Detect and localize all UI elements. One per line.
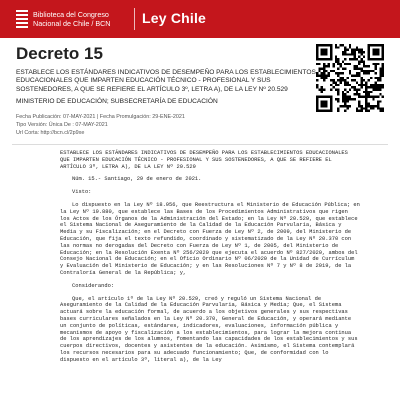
site-header: [0, 0, 400, 38]
version-type: Tipo Versión: Única De : 07-MAY-2021: [16, 122, 108, 128]
decree-description: ESTABLECE LOS ESTÁNDARES INDICATIVOS DE DESEMPEÑO PARA LOS ESTABLECIMIENTOS EDUCACIONALES QUE IMPARTEN EDUCACIÓN TÉCNICO - PROFESIONAL Y SUS SOSTENEDORES, A QUE SE REFIERE EL ARTÍCULO 3º, LETRA A), DE LA LEY Nº 20.529: [16, 69, 316, 93]
short-url[interactable]: Url Corta: http://bcn.cl/2p9xe: [16, 130, 85, 136]
visto-label: Visto:: [72, 189, 92, 196]
divider: [12, 144, 388, 145]
decree-header: [16, 44, 316, 105]
page-title: Decreto 15: [16, 44, 103, 63]
publication-dates: Fecha Publicación: 07-MAY-2021 | Fecha Promulgación: 29-ENE-2021: [16, 114, 185, 120]
ministry-name: MINISTERIO DE EDUCACIÓN; SUBSECRETARÍA DE EDUCACIÓN: [16, 98, 218, 106]
qr-code-icon: [316, 44, 384, 112]
decree-body: [60, 150, 364, 370]
considerando-paragraph: Que, el artículo 1º de la Ley Nº 20.529, creó y reguló un Sistema Nacional de Aseguramiento de la Calidad de la Educación Parvularia, Básica y Media; Que, el Sistema actuará sobre la educación formal, de acuerdo a los objetivos generales y sus respectivas bases curriculares señalados en la Ley Nº 20.370, General de Educación, y operará mediante un conjunto de políticas, estándares, indicadores, evaluaciones, información pública y mecanismos de apoyo y fiscalización a los establecimientos, para lograr la mejora continua de los aprendizajes de los alumnos, fomentando las capacidades de los establecimientos y sus cuerpos directivos, docentes y asistentes de la educación. Asimismo, el Sistema contemplará los recursos necesarios para su adecuado funcionamiento; Que, de conformidad con lo dispuesto en el artículo 3º, literal a), de la Ley: [60, 295, 361, 363]
decree-number-date: Núm. 15.- Santiago, 29 de enero de 2021.: [72, 176, 202, 183]
ley-chile-brand[interactable]: Ley Chile: [142, 10, 207, 26]
visto-paragraph: Lo dispuesto en la Ley Nº 18.956, que Reestructura el Ministerio de Educación Pública; en la Ley Nº 19.880, que establece las Bases de los Procedimientos Administrativos que rigen los Actos de los Órganos de la Administración del Estado; en la Ley Nº 20.529, que establece el Sistema Nacional de Aseguramiento de la Calidad de la Educación Parvularia, Básica y Media y su Fiscalización; en el Decreto con Fuerza de Ley Nº 2, de 2009, del Ministerio de Educación, que fija el texto refundido, coordinado y sistematizado de la Ley Nº 20.370 con las normas no derogadas del Decreto con Fuerza de Ley Nº 1, de 2005, del Ministerio de Educación; en la Resolución Exenta Nº 256/2020 que ejecuta el acuerdo Nº 827/2020, ambos del Consejo Nacional de Educación; en el Oficio Ordinario Nº 06/2020 de la Unidad de Currículum y Evaluación del Ministerio de Educación; y en las Resoluciones Nº 7 y Nº 8 de 2019, de la Contraloría General de la República; y,: [60, 201, 364, 276]
considerando-label: Considerando:: [72, 282, 115, 289]
bcn-logo-icon: [16, 8, 28, 30]
bcn-logo-text: Biblioteca del Congreso Nacional de Chile / BCN: [33, 10, 111, 28]
decree-metadata: [16, 113, 376, 137]
bcn-logo[interactable]: [16, 6, 137, 32]
body-heading: ESTABLECE LOS ESTÁNDARES INDICATIVOS DE DESEMPEÑO PARA LOS ESTABLECIMIENTOS EDUCACIONALES QUE IMPARTEN EDUCACIÓN TÉCNICO - PROFESIONAL Y SUS SOSTENEDORES, A QUE SE REFIERE EL ARTÍCULO 3º, LETRA A), DE LA LEY Nº 20.529: [60, 150, 352, 170]
header-divider: [134, 8, 135, 30]
